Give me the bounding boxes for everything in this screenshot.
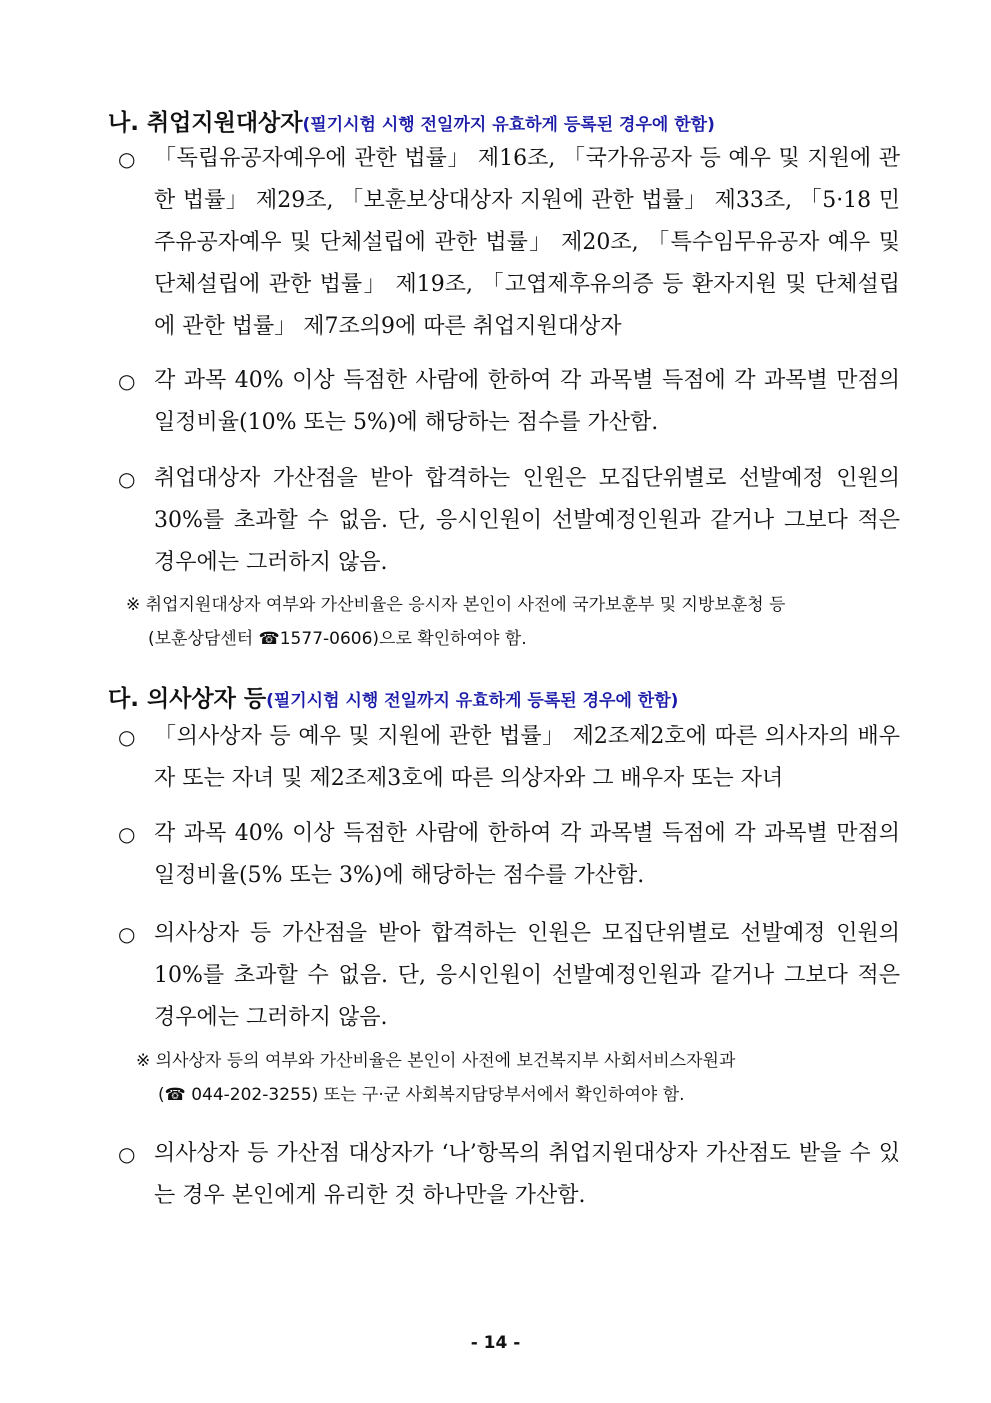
list-item-text: 「의사상자 등 예우 및 지원에 관한 법률」 제2조제2호에 따른 의사자의 배우자 또는 자녀 및 제2조제3호에 따른 의상자와 그 배우자 또는 자녀 — [154, 724, 900, 791]
list-item — [118, 458, 900, 586]
bullet-circle-icon: ○ — [118, 467, 136, 491]
note — [126, 588, 896, 656]
note-line: (보훈상담센터 ☎1577-0606)으로 확인하여야 함. — [148, 629, 527, 649]
section-title: 다. 의사상자 등 — [108, 686, 267, 712]
list-item-text: 취업대상자 가산점을 받아 합격하는 인원은 모집단위별로 선발예정 인원의 30%를 초과할 수 없음. 단, 응시인원이 선발예정인원과 같거나 그보다 적은 경우에는 그러하지 않음. — [154, 466, 900, 575]
bullet-circle-icon: ○ — [118, 369, 136, 393]
list-item-text: 의사상자 등 가산점 대상자가 ‘나’항목의 취업지원대상자 가산점도 받을 수 있는 경우 본인에게 유리한 것 하나만을 가산함. — [154, 1141, 900, 1208]
list-item-text: 의사상자 등 가산점을 받아 합격하는 인원은 모집단위별로 선발예정 인원의 10%를 초과할 수 없음. 단, 응시인원이 선발예정인원과 같거나 그보다 적은 경우에는 그러하지 않음. — [154, 921, 900, 1030]
section-heading-da — [108, 680, 678, 713]
list-item — [118, 360, 900, 446]
note-line: ※ 취업지원대상자 여부와 가산비율은 응시자 본인이 사전에 국가보훈부 및 지방보훈청 등 — [126, 595, 786, 615]
note — [136, 1044, 896, 1112]
list-item — [118, 138, 900, 350]
bullet-circle-icon: ○ — [118, 822, 136, 846]
section-subtitle: (필기시험 시행 전일까지 유효하게 등록된 경우에 한함) — [302, 115, 715, 135]
list-item — [118, 716, 900, 802]
bullet-circle-icon: ○ — [118, 922, 136, 946]
bullet-circle-icon: ○ — [118, 1142, 136, 1166]
section-heading-na — [108, 104, 715, 137]
list-item — [118, 913, 900, 1041]
bullet-circle-icon: ○ — [118, 147, 136, 171]
list-item — [118, 813, 900, 899]
list-item-text: 「독립유공자예우에 관한 법률」 제16조, 「국가유공자 등 예우 및 지원에 관한 법률」 제29조, 「보훈보상대상자 지원에 관한 법률」 제33조, 「5·18 민주유공자예우 및 단체설립에 관한 법률」 제20조, 「특수임무유공자 예우 및 단체설립에 관한 법률」 제19조, 「고엽제후유의증 등 환자지원 및 단체설립에 관한 법률」 제7조의9에 따른 취업지원대상자 — [154, 146, 900, 339]
section-title: 나. 취업지원대상자 — [108, 110, 303, 136]
list-item-text: 각 과목 40% 이상 득점한 사람에 한하여 각 과목별 득점에 각 과목별 만점의 일정비율(10% 또는 5%)에 해당하는 점수를 가산함. — [154, 368, 900, 435]
section-subtitle: (필기시험 시행 전일까지 유효하게 등록된 경우에 한함) — [266, 691, 679, 711]
list-item — [118, 1133, 900, 1219]
page-number: - 14 - — [470, 1333, 521, 1353]
note-line: (☎ 044-202-3255) 또는 구·군 사회복지담당부서에서 확인하여야 함. — [158, 1085, 685, 1105]
note-line: ※ 의사상자 등의 여부와 가산비율은 본인이 사전에 보건복지부 사회서비스자원과 — [136, 1051, 736, 1071]
bullet-circle-icon: ○ — [118, 725, 136, 749]
list-item-text: 각 과목 40% 이상 득점한 사람에 한하여 각 과목별 득점에 각 과목별 만점의 일정비율(5% 또는 3%)에 해당하는 점수를 가산함. — [154, 821, 900, 888]
